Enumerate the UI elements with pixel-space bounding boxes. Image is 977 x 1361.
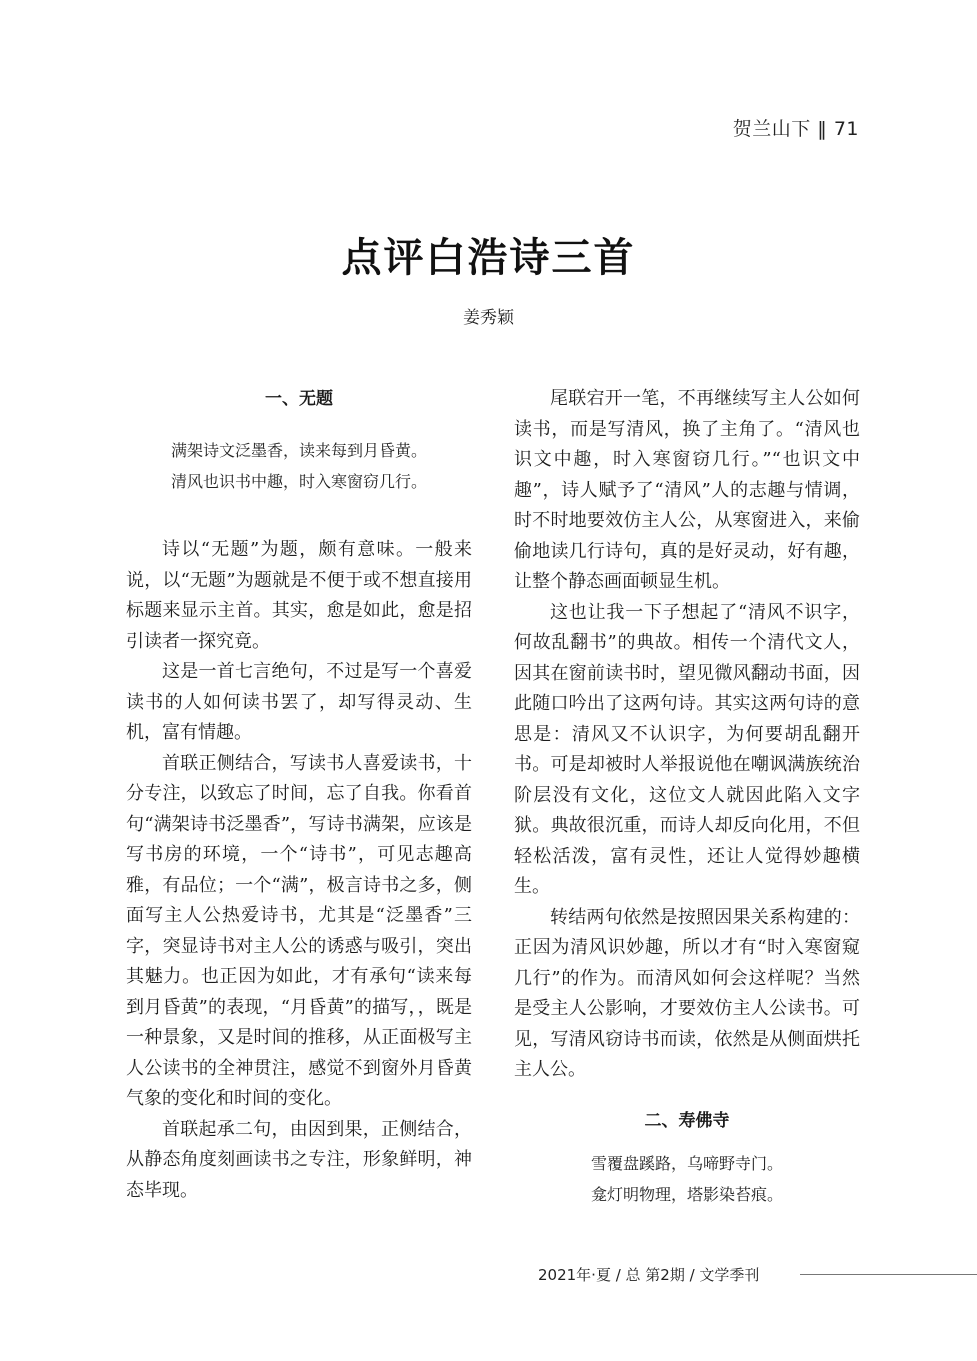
left-column [126,384,472,1206]
paragraph: 诗以“无题”为题，颇有意味。一般来说，以“无题”为题就是不便于或不想直接用标题来显示主首。其实，愈是如此，愈是招引读者一探究竟。 [126,539,472,652]
poem-line: 雪覆盘蹊路，乌啼野寺门。 [590,1153,783,1173]
section-heading-2: 二、寿佛寺 [644,1110,730,1131]
paragraph: 这是一首七言绝句，不过是写一个喜爱读书的人如何读书罢了，却写得灵动、生机，富有情趣。 [126,661,472,743]
right-column [514,384,860,1210]
running-head: 贺兰山下 ‖ 71 [732,118,859,140]
poem-line: 清风也识书中趣，时入寒窗窃几行。 [170,472,427,491]
paragraph: 首联正侧结合，写读书人喜爱读书，十分专注，以致忘了时间，忘了自我。你看首句“满架诗书泛墨香”，写诗书满架，应该是写书房的环境，一个“诗书”，可见志趣高雅，有品位；一个“满”，极言诗书之多，侧面写主人公热爱诗书，尤其是“泛墨香”三字，突显诗书对主人公的诱惑与吸引，突出其魅力。也正因为如此，才有承句“读来每到月昏黄”的表现，“月昏黄”的描写，，既是一种景象，又是时间的推移，从正面极写主人公读书的全神贯注，感觉不到窗外月昏黄气象的变化和时间的变化。 [126,752,472,1109]
paragraph: 首联起承二句，由因到果，正侧结合，从静态角度刻画读书之专注，形象鲜明，神态毕现。 [126,1118,472,1201]
poem-line: 龛灯明物理，塔影染苔痕。 [590,1184,783,1204]
paragraph: 转结两句依然是按照因果关系构建的：正因为清风识妙趣，所以才有“时入寒窗窥几行”的作为。而清风如何会这样呢？当然是受主人公影响，才要效仿主人公读书。可见，写清风窃诗书而读，依然是从侧面烘托主人公。 [514,906,860,1080]
footer-rule [800,1274,977,1275]
poem-line: 满架诗文泛墨香，读来每到月昏黄。 [170,441,427,460]
paragraph: 尾联宕开一笔，不再继续写主人公如何读书，而是写清风，换了主角了。“清风也识文中趣，时入寒窗窃几行。”“也识文中趣”，诗人赋予了“清风”人的志趣与情调，时不时地要效仿主人公，从寒窗进入，来偷偷地读几行诗句，真的是好灵动，好有趣，让整个静态画面顿显生机。 [514,388,860,592]
footer-issue-info: 2021年·夏 / 总 第2期 / 文学季刊 [538,1266,760,1284]
section-heading-1: 一、无题 [265,389,333,409]
article-author: 姜秀颖 [463,308,514,328]
paragraph: 这也让我一下子想起了“清风不识字，何故乱翻书”的典故。相传一个清代文人，因其在窗前读书时，望见微风翻动书面，因此随口吟出了这两句诗。其实这两句诗的意思是：清风又不认识字，为何要胡乱翻开书。可是却被时人举报说他在嘲讽满族统治阶层没有文化，这位文人就因此陷入文字狱。典故很沉重，而诗人却反向化用，不但轻松活泼，富有灵性，还让人觉得妙趣横生。 [514,601,860,897]
article-title: 点评白浩诗三首 [341,235,636,281]
